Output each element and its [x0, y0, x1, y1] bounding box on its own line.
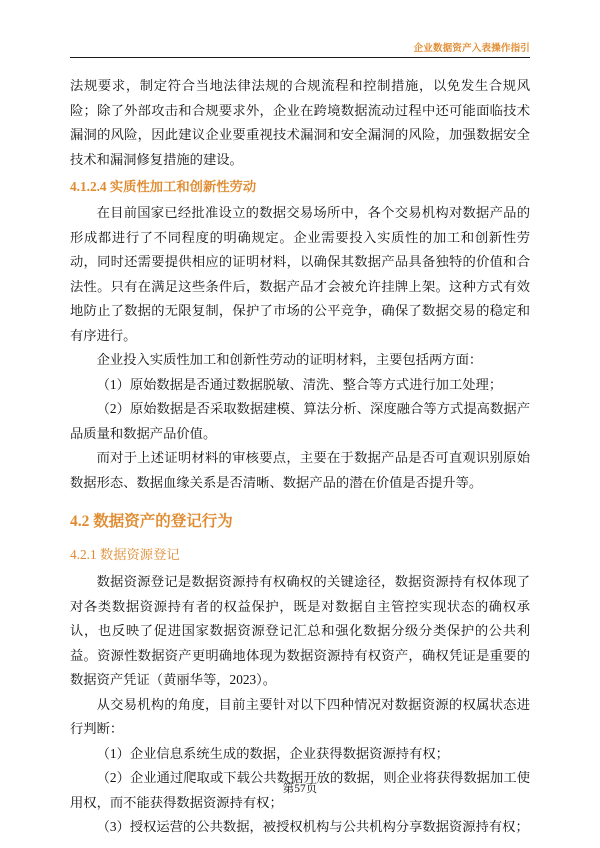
document-body	[70, 74, 530, 840]
paragraph-4124-2: 企业投入实质性加工和创新性劳动的证明材料，主要包括两方面：	[96, 352, 483, 367]
paragraph-intro: 法规要求，制定符合当地法律法规的合规流程和控制措施，以免发生合规风险；除了外部攻击和合规要求外，企业在跨境数据流动过程中还可能面临技术漏洞的风险，因此建议企业要重视技术漏洞和安全漏洞的风险，加强数据安全技术和漏洞修复措施的建设。	[70, 78, 530, 167]
heading-4-2-1: 4.2.1 数据资源登记	[70, 547, 180, 562]
heading-4-1-2-4: 4.1.2.4 实质性加工和创新性劳动	[70, 179, 257, 194]
paragraph-4124-item-2: （2）原始数据是否采取数据建模、算法分析、深度融合等方式提高数据产品质量和数据产品价值。	[70, 401, 530, 441]
paragraph-4124-1: 在目前国家已经批准设立的数据交易场所中，各个交易机构对数据产品的形成都进行了不同程度的明确规定。企业需要投入实质性的加工和创新性劳动，同时还需要提供相应的证明材料，以确保其数据产品具备独特的价值和合法性。只有在满足这些条件后，数据产品才会被允许挂牌上架。这种方式有效地防止了数据的无限复制，保护了市场的公平竞争，确保了数据交易的稳定和有序进行。	[70, 205, 530, 343]
heading-4-2: 4.2 数据资产的登记行为	[70, 513, 233, 530]
paragraph-421-1: 数据资源登记是数据资源持有权确权的关键途径，数据资源持有权体现了对各类数据资源持有者的权益保护，既是对数据自主管控实现状态的确权承认，也反映了促进国家数据资源登记汇总和强化数据分级分类保护的公共利益。资源性数据资产更明确地体现为数据资源持有权资产，确权凭证是重要的数据资产凭证（黄丽华等，2023）。	[70, 574, 530, 687]
header-divider	[70, 57, 530, 58]
paragraph-4124-item-1: （1）原始数据是否通过数据脱敏、清洗、整合等方式进行加工处理；	[96, 376, 503, 392]
paragraph-4124-3: 而对于上述证明材料的审核要点，主要在于数据产品是否可直观识别原始数据形态、数据血缘关系是否清晰、数据产品的潜在价值是否提升等。	[70, 450, 530, 490]
paragraph-421-item-2: （2）企业通过爬取或下载公共数据开放的数据，则企业将获得数据加工使用权，而不能获得数据资源持有权；	[70, 770, 530, 810]
page-content-area	[70, 40, 530, 840]
running-header: 企业数据资产入表操作指引	[413, 44, 530, 54]
paragraph-421-item-3: （3）授权运营的公共数据，被授权机构与公共机构分享数据资源持有权；	[96, 819, 529, 834]
paragraph-421-2: 从交易机构的角度，目前主要针对以下四种情况对数据资源的权属状态进行判断：	[70, 696, 530, 736]
page-number: 第57页	[282, 783, 318, 795]
paragraph-421-item-1: （1）企业信息系统生成的数据，企业获得数据资源持有权；	[96, 745, 449, 761]
